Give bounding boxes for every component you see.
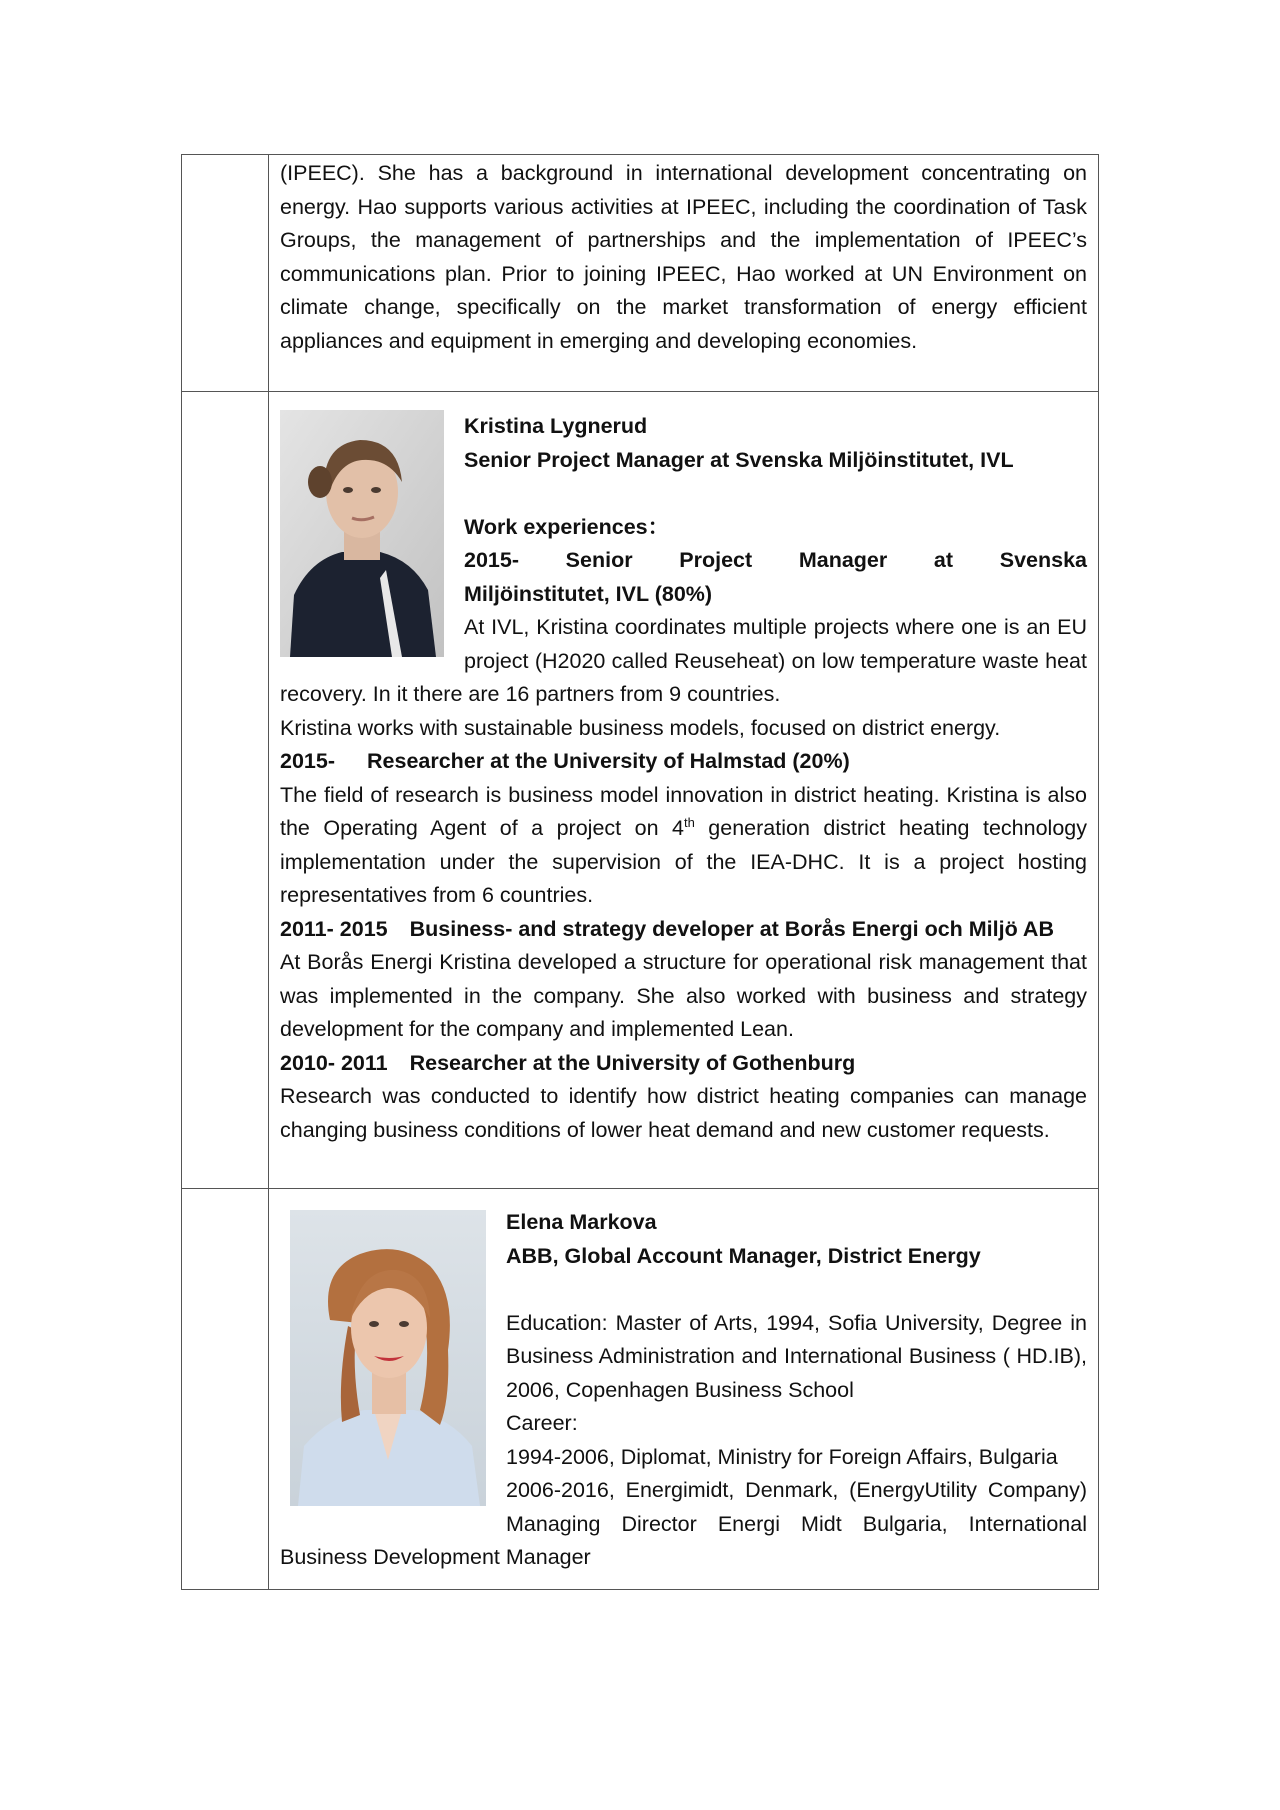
table-row xyxy=(182,392,1099,1189)
career-label: Career: xyxy=(506,1411,578,1435)
bio-cell-elena xyxy=(269,1189,1099,1590)
job4-role: Researcher at the University of Gothenburg xyxy=(409,1050,856,1075)
kristina-portrait-photo xyxy=(280,410,444,657)
career-item-1: 1994-2006, Diplomat, Ministry for Foreign Affairs, Bulgaria xyxy=(506,1444,1058,1469)
job1-heading: 2015- Senior Project Manager at Svenska xyxy=(464,548,1087,572)
job4-description: Research was conducted to identify how district heating companies can manage changing business conditions of lower heat demand and new customer requests. xyxy=(280,1084,1087,1142)
ordinal-suffix: th xyxy=(683,814,695,830)
left-cell xyxy=(182,392,269,1189)
job4-heading xyxy=(280,1047,1087,1081)
job2-description xyxy=(280,779,1087,913)
job1-heading-cont: Miljöinstitutet, IVL (80%) xyxy=(464,581,713,606)
bio-cell-hao xyxy=(269,155,1099,392)
job4-year: 2010- 2011 xyxy=(280,1050,388,1075)
job3-description: At Borås Energi Kristina developed a structure for operational risk management that was implemented in the company. She also worked with business and strategy development for the company and implemented Lean. xyxy=(280,950,1087,1041)
elena-name: Elena Markova xyxy=(506,1210,657,1234)
elena-title: ABB, Global Account Manager, District Energy xyxy=(506,1243,981,1268)
job2-heading xyxy=(280,745,1087,779)
job2-description-a: The field of research is business model innovation in district heating. Kristina is also the Operating Agent of a project on 4 xyxy=(280,782,1087,840)
kristina-name: Kristina Lygnerud xyxy=(464,414,648,438)
hao-bio-text: (IPEEC). She has a background in international development concentrating on energy. Hao supports various activities at IPEEC, including the coordination of Task Groups, the management of partnerships and the implementation of IPEEC’s communications plan. Prior to joining IPEEC, Hao worked at UN Environment on climate change, specifically on the market transformation of energy efficient appliances and equipment in emerging and developing economies. xyxy=(280,161,1087,353)
bio-cell-kristina xyxy=(269,392,1099,1189)
job3-heading xyxy=(280,913,1087,947)
job2-role: Researcher at the University of Halmstad (20%) xyxy=(367,749,850,773)
work-experiences-heading: Work experiences： xyxy=(464,514,670,539)
job2-description-b: generation district heating technology implementation under the supervision of the IEA-DHC. It is a project hosting representatives from 6 countries. xyxy=(280,816,1087,907)
left-cell xyxy=(182,155,269,392)
kristina-title: Senior Project Manager at Svenska Miljöinstitutet, IVL xyxy=(464,447,1014,472)
table-row xyxy=(182,155,1099,392)
job1-description-2: Kristina works with sustainable business models, focused on district energy. xyxy=(280,715,1001,740)
left-cell xyxy=(182,1189,269,1590)
job3-role: Business- and strategy developer at Borås Energi och Miljö AB xyxy=(409,916,1054,941)
elena-education: Education: Master of Arts, 1994, Sofia University, Degree in Business Administration and International Business ( HD.IB), 2006, Copenhagen Business School xyxy=(506,1310,1087,1402)
job1-description: At IVL, Kristina coordinates multiple projects where one is an EU project (H2020 called Reuseheat) on low temperature waste heat recovery. In it there are 16 partners from 9 countries. xyxy=(280,615,1087,706)
elena-portrait-photo xyxy=(290,1210,486,1506)
bio-table xyxy=(181,154,1099,1590)
job2-year: 2015- xyxy=(280,749,335,773)
table-row xyxy=(182,1189,1099,1590)
career-item-2: 2006-2016, Energimidt, Denmark, (EnergyUtility Company) Managing Director Energi Midt Bulgaria, International Business Development Manager xyxy=(280,1478,1087,1569)
job3-year: 2011- 2015 xyxy=(280,916,388,941)
